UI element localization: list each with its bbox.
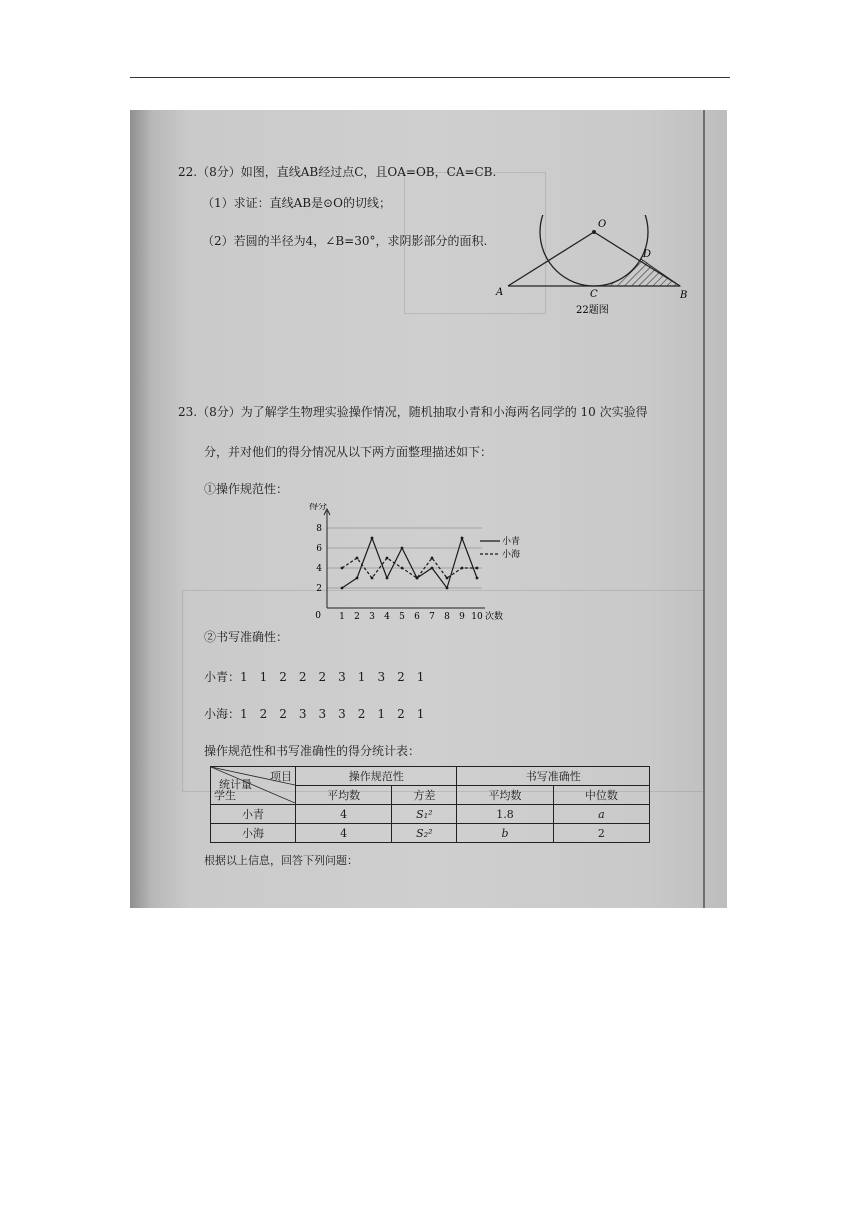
- table-cell: S₁²: [392, 805, 457, 824]
- col-header: 方差: [392, 786, 457, 805]
- segment-oa: [508, 232, 594, 286]
- x-tick-label: 5: [399, 612, 405, 622]
- origin-label: 0: [315, 611, 321, 621]
- x-tick-label: 6: [414, 612, 420, 622]
- q23-stem: 23.（8分）为了解学生物理实验操作情况，随机抽取小青和小海两名同学的 10 次实验得: [178, 405, 648, 419]
- table-cell: 4: [296, 824, 392, 843]
- data-point: [416, 577, 419, 580]
- table-cell: b: [457, 824, 553, 843]
- legend-label: 小青: [502, 537, 521, 547]
- label-c: C: [590, 289, 598, 300]
- section1-label: ①操作规范性：: [204, 482, 289, 496]
- table-row: [211, 824, 650, 843]
- x-tick-label: 1: [339, 612, 345, 622]
- data-point: [401, 567, 404, 570]
- q22-part1: （1）求证：直线AB是⊙O的切线；: [202, 196, 392, 210]
- x-tick-label: 7: [429, 612, 435, 622]
- corner-project: 项目: [270, 770, 292, 783]
- data-point: [431, 567, 434, 570]
- x-tick-label: 4: [384, 612, 390, 622]
- table-cell: 2: [553, 824, 649, 843]
- y-tick-label: 2: [316, 584, 322, 594]
- section2-label: ②书写准确性：: [204, 630, 289, 644]
- x-tick-label: 8: [444, 612, 450, 622]
- data-point: [386, 577, 389, 580]
- x-tick-label: 10: [471, 612, 483, 622]
- y-tick-label: 8: [316, 524, 322, 534]
- legend-label: 小海: [502, 550, 521, 560]
- data-point: [386, 557, 389, 560]
- table-row: [211, 805, 650, 824]
- col-header: 中位数: [553, 786, 649, 805]
- corner-stat: 统计量: [219, 778, 252, 791]
- q22-part2: （2）若圆的半径为4，∠B=30°，求阴影部分的面积.: [202, 234, 488, 248]
- data-point: [341, 587, 344, 590]
- xiaoqing-scores: 小青：1 1 2 2 2 3 1 3 2 1: [204, 670, 425, 684]
- x-tick-label: 9: [459, 612, 465, 622]
- q22-geometry-figure: [490, 215, 695, 325]
- x-axis-label: 次数: [485, 612, 504, 622]
- q23-stem-cont: 分，并对他们的得分情况从以下两方面整理描述如下：: [204, 445, 493, 459]
- data-point: [446, 577, 449, 580]
- table-cell: S₂²: [392, 824, 457, 843]
- figure-caption: 22题图: [576, 305, 609, 316]
- data-point: [356, 577, 359, 580]
- table-corner-cell: [211, 767, 296, 805]
- group-header-1: 操作规范性: [296, 767, 457, 786]
- y-tick-label: 6: [316, 544, 322, 554]
- data-point: [371, 537, 374, 540]
- data-point: [356, 557, 359, 560]
- data-point: [446, 587, 449, 590]
- data-point: [461, 567, 464, 570]
- x-tick-label: 3: [369, 612, 375, 622]
- data-point: [341, 567, 344, 570]
- label-a: A: [496, 287, 504, 298]
- stats-table: [210, 766, 650, 843]
- series-line: [342, 538, 477, 588]
- data-point: [431, 557, 434, 560]
- q22-stem: 22.（8分）如图，直线AB经过点C，且OA=OB，CA=CB.: [178, 165, 497, 179]
- row-name: 小青: [211, 805, 296, 824]
- label-b: B: [680, 290, 688, 301]
- table-title: 操作规范性和书写准确性的得分统计表：: [204, 744, 421, 758]
- table-cell: 1.8: [457, 805, 553, 824]
- center-dot: [592, 230, 596, 234]
- page-top-rule: [130, 77, 730, 78]
- shaded-region: [594, 259, 680, 286]
- data-point: [371, 577, 374, 580]
- xiaohai-scores: 小海：1 2 2 3 3 3 2 1 2 1: [204, 707, 425, 721]
- corner-student: 学生: [214, 789, 236, 802]
- exam-photo: [130, 110, 727, 908]
- x-tick-label: 2: [354, 612, 360, 622]
- data-point: [476, 567, 479, 570]
- label-o: O: [598, 219, 607, 230]
- group-header-2: 书写准确性: [457, 767, 650, 786]
- row-name: 小海: [211, 824, 296, 843]
- table-cell: a: [553, 805, 649, 824]
- line-chart: [305, 503, 555, 633]
- y-axis-label: 得分: [309, 503, 328, 512]
- label-d: D: [643, 249, 652, 260]
- col-header: 平均数: [457, 786, 553, 805]
- data-point: [476, 577, 479, 580]
- data-point: [401, 547, 404, 550]
- footer-instruction: 根据以上信息，回答下列问题：: [204, 854, 358, 867]
- col-header: 平均数: [296, 786, 392, 805]
- y-tick-label: 4: [316, 564, 322, 574]
- data-point: [461, 537, 464, 540]
- table-cell: 4: [296, 805, 392, 824]
